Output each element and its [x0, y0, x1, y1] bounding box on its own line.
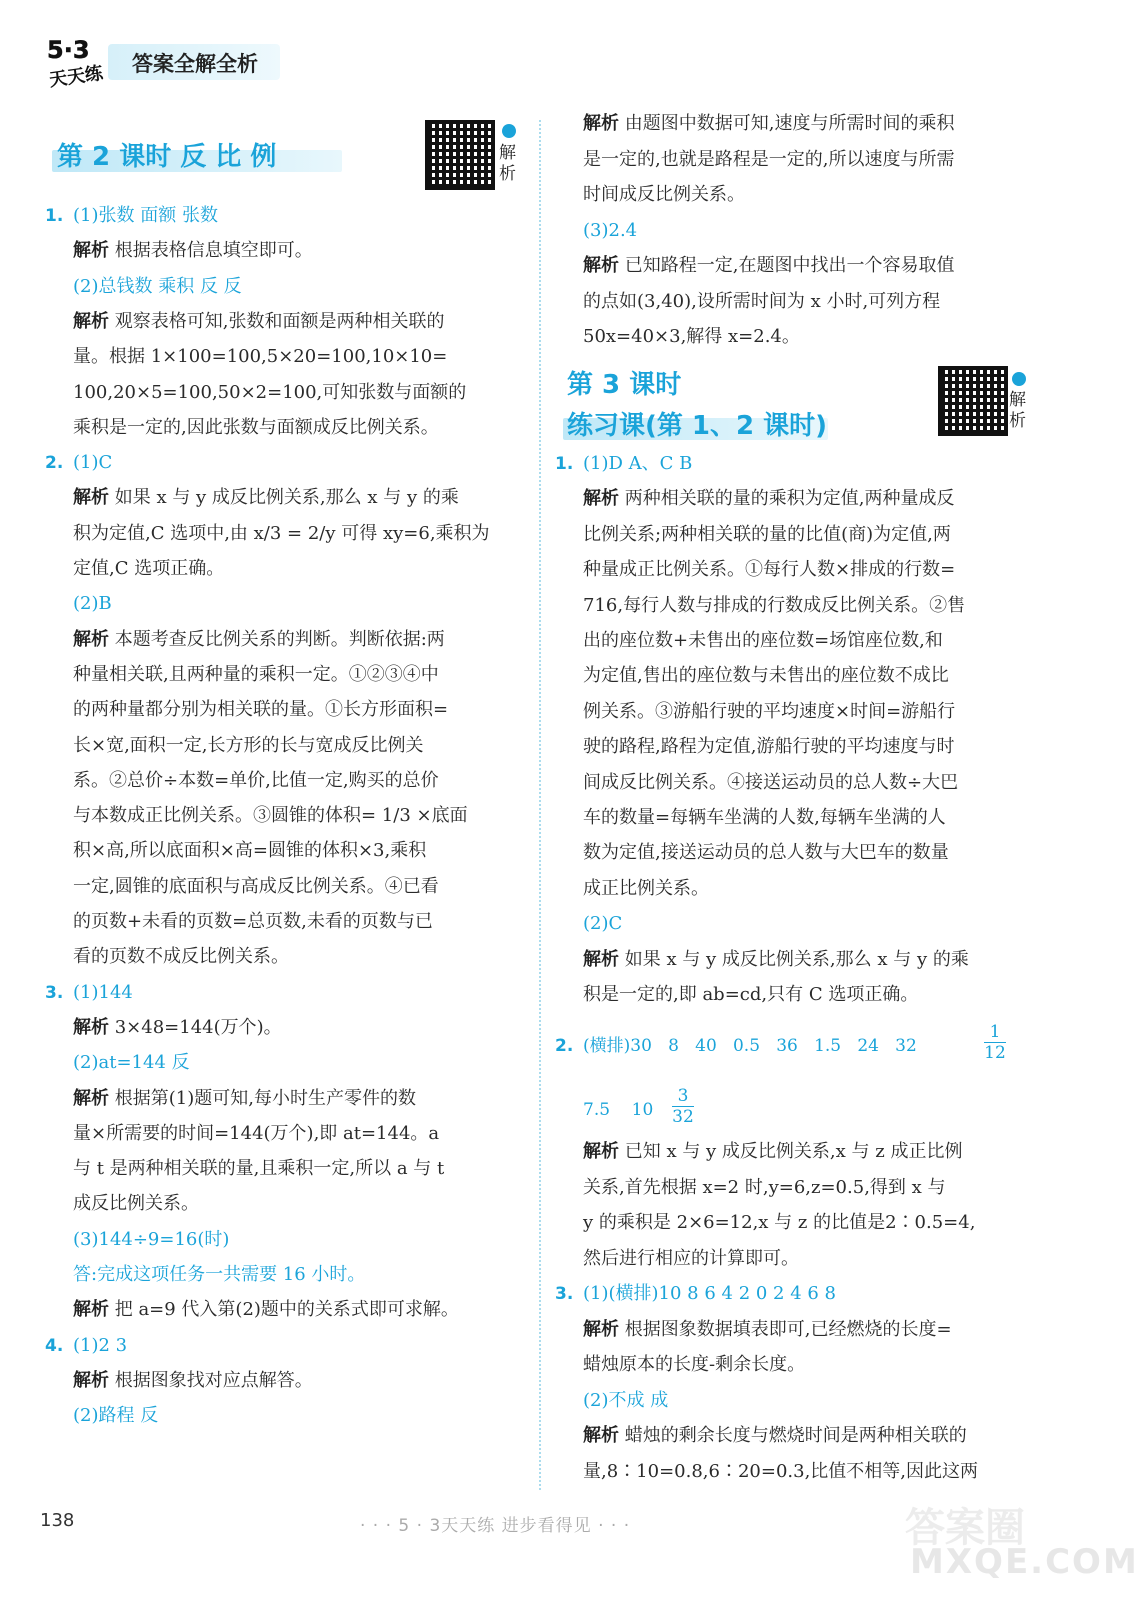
line-text: (1)144	[73, 981, 133, 1003]
line-text: (1)(横排)10 8 6 4 2 0 2 4 6 8	[583, 1283, 837, 1304]
question-number: 2.	[45, 453, 64, 474]
line-text: 答:完成这项任务一共需要 16 小时。	[73, 1264, 366, 1285]
line-text: 定值,C 选项正确。	[73, 558, 225, 579]
line-text: 看的页数不成反比例关系。	[73, 946, 289, 968]
line-text: (1)2 3	[73, 1334, 128, 1356]
line-text: 成反比例关系。	[73, 1193, 199, 1215]
line-text: 解析 本题考查反比例关系的判断。判断依据:两	[73, 628, 445, 650]
line-text: 量,8∶10=0.8,6∶20=0.3,比值不相等,因此这两	[583, 1460, 979, 1482]
line-text: (1)张数 面额 张数	[73, 205, 218, 226]
analysis-label: 解析	[583, 255, 619, 276]
analysis-label: 解析	[583, 1425, 619, 1446]
line-text: 出的座位数+未售出的座位数=场馆座位数,和	[583, 630, 943, 651]
line-text: 关系,首先根据 x=2 时,y=6,z=0.5,得到 x 与	[583, 1176, 946, 1198]
line-text: 种量相关联,且两种量的乘积一定。①②③④中	[73, 663, 439, 685]
qr-code-2[interactable]	[938, 366, 1008, 436]
line-text: (3)2.4	[583, 219, 638, 241]
qr-label-2: 解析	[1009, 390, 1026, 431]
analysis-label: 解析	[583, 488, 619, 510]
line-text: 一定,圆锥的底面积与高成反比例关系。④已看	[73, 875, 439, 897]
line-text: 数为定值,接送运动员的总人数与大巴车的数量	[583, 842, 949, 864]
question-number: 3.	[555, 1284, 574, 1304]
line-text: 解析 把 a=9 代入第(2)题中的关系式即可求解。	[73, 1299, 459, 1321]
line-text: 为定值,售出的座位数与未售出的座位数不成比	[583, 665, 949, 687]
analysis-label: 解析	[73, 310, 109, 332]
line-text: 间成反比例关系。④接送运动员的总人数÷大巴	[583, 771, 959, 793]
line-text: 车的数量=每辆车坐满的人数,每辆车坐满的人	[583, 807, 946, 828]
q2-answer-row1: (横排)30 8 40 0.5 36 1.5 24 32	[583, 1036, 917, 1056]
analysis-label: 解析	[73, 240, 109, 262]
lesson-title: 第 2 课时 反 比 例	[57, 142, 277, 172]
line-text: 积是一定的,即 ab=cd,只有 C 选项正确。	[583, 984, 919, 1005]
analysis-label: 解析	[73, 1016, 109, 1038]
line-text: 解析 蜡烛的剩余长度与燃烧时间是两种相关联的	[583, 1425, 967, 1446]
header-title: 答案全解全析	[132, 52, 258, 76]
line-text: (3)144÷9=16(时)	[73, 1228, 230, 1250]
line-text: 解析 由题图中数据可知,速度与所需时间的乘积	[583, 113, 955, 134]
analysis-label: 解析	[73, 628, 109, 650]
line-text: 解析 如果 x 与 y 成反比例关系,那么 x 与 y 的乘	[73, 487, 459, 509]
line-text: 驶的路程,路程为定值,游船行驶的平均速度与时	[583, 736, 955, 758]
analysis-label: 解析	[583, 1318, 619, 1340]
line-text: 例关系。③游船行驶的平均速度×时间=游船行	[583, 700, 956, 722]
line-text: 是一定的,也就是路程是一定的,所以速度与所需	[583, 148, 955, 170]
line-text: 系。②总价÷本数=单价,比值一定,购买的总价	[73, 769, 439, 791]
question-number: 3.	[45, 982, 64, 1003]
line-text: 然后进行相应的计算即可。	[583, 1247, 799, 1269]
line-text: 比例关系;两种相关联的量的比值(商)为定值,两	[583, 523, 951, 545]
line-text: 时间成反比例关系。	[583, 184, 745, 205]
analysis-label: 解析	[73, 1299, 109, 1321]
line-text: 解析 根据图象找对应点解答。	[73, 1369, 313, 1391]
line-text: y 的乘积是 2×6=12,x 与 z 的比值是2∶0.5=4,	[583, 1212, 976, 1233]
line-text: 种量成正比例关系。①每行人数×排成的行数=	[583, 559, 956, 581]
line-text: 解析 根据图象数据填表即可,已经燃烧的长度=	[583, 1318, 952, 1340]
page-number: 138	[40, 1510, 75, 1531]
line-text: 乘积是一定的,因此张数与面额成反比例关系。	[73, 416, 439, 438]
line-text: 长×宽,面积一定,长方形的长与宽成反比例关	[73, 734, 424, 756]
line-text: 100,20×5=100,50×2=100,可知张数与面额的	[73, 381, 467, 403]
analysis-label: 解析	[73, 1369, 109, 1391]
line-text: 716,每行人数与排成的行数成反比例关系。②售	[583, 594, 966, 616]
line-text: 解析 根据第(1)题可知,每小时生产零件的数	[73, 1087, 416, 1109]
analysis-label: 解析	[73, 487, 109, 509]
footer-slogan: · · · 5 · 3天天练 进步看得见 · · ·	[360, 1516, 631, 1536]
question-number: 4.	[45, 1335, 64, 1356]
line-text: 积×高,所以底面积×高=圆锥的体积×3,乘积	[73, 840, 427, 862]
line-text: (2)路程 反	[73, 1405, 159, 1427]
line-text: 解析 根据表格信息填空即可。	[73, 240, 313, 262]
q2-number: 2.	[555, 1036, 574, 1056]
svg-text:5·3: 5·3	[47, 36, 90, 64]
line-text: 成正比例关系。	[583, 877, 709, 899]
line-text: (2)C	[583, 913, 623, 935]
line-text: (2)总钱数 乘积 反 反	[73, 275, 242, 297]
svg-text:天天练: 天天练	[47, 62, 105, 92]
analysis-label: 解析	[73, 1087, 109, 1109]
line-text: 与本数成正比例关系。③圆锥的体积= 1/3 ×底面	[73, 805, 468, 827]
analysis-label: 解析	[583, 948, 619, 970]
column-divider	[539, 120, 541, 1490]
line-text: 积为定值,C 选项中,由 x/3 = 2/y 可得 xy=6,乘积为	[73, 522, 490, 544]
fraction-1-12: 1 12	[984, 1022, 1006, 1063]
line-text: 解析 两种相关联的量的乘积为定值,两种量成反	[583, 488, 955, 510]
lesson-title-3: 第 3 课时	[567, 370, 682, 400]
line-text: (1)C	[73, 452, 113, 474]
play-icon-2	[1012, 372, 1026, 386]
line-text: 量×所需要的时间=144(万个),即 at=144。a	[73, 1122, 440, 1144]
analysis-label: 解析	[583, 1141, 619, 1162]
qr-code[interactable]	[425, 120, 495, 190]
line-text: 50x=40×3,解得 x=2.4。	[583, 326, 800, 347]
line-text: (2)B	[73, 593, 112, 615]
fraction-3-32: 3 32	[672, 1086, 694, 1127]
line-text: 解析 已知 x 与 y 成反比例关系,x 与 z 成正比例	[583, 1141, 963, 1162]
line-text: 蜡烛原本的长度-剩余长度。	[583, 1354, 806, 1375]
line-text: 与 t 是两种相关联的量,且乘积一定,所以 a 与 t	[73, 1158, 445, 1180]
qr-label: 解析	[499, 143, 516, 184]
line-text: (2)不成 成	[583, 1389, 669, 1411]
line-text: 的两种量都分别为相关联的量。①长方形面积=	[73, 699, 449, 721]
question-number: 1.	[45, 206, 64, 226]
line-text: 的点如(3,40),设所需时间为 x 小时,可列方程	[583, 290, 941, 312]
line-text: (2)at=144 反	[73, 1052, 190, 1074]
analysis-label: 解析	[583, 113, 619, 134]
brand-logo	[45, 32, 105, 92]
watermark-text: MXQE.COM	[910, 1542, 1139, 1582]
line-text: 的页数+未看的页数=总页数,未看的页数与已	[73, 911, 433, 932]
line-text: 解析 观察表格可知,张数和面额是两种相关联的	[73, 310, 445, 332]
watermark-logo: 答案圈	[905, 1505, 1025, 1551]
play-icon	[502, 124, 516, 138]
question-number: 1.	[555, 454, 574, 474]
line-text: 解析 已知路程一定,在题图中找出一个容易取值	[583, 255, 955, 276]
q2-answer-row2: 7.5 10	[583, 1100, 654, 1120]
line-text: (1)D A、C B	[583, 453, 693, 474]
line-text: 解析 如果 x 与 y 成反比例关系,那么 x 与 y 的乘	[583, 948, 969, 970]
line-text: 解析 3×48=144(万个)。	[73, 1016, 282, 1038]
line-text: 量。根据 1×100=100,5×20=100,10×10=	[73, 346, 448, 368]
lesson-title-practice: 练习课(第 1、2 课时)	[567, 411, 828, 441]
